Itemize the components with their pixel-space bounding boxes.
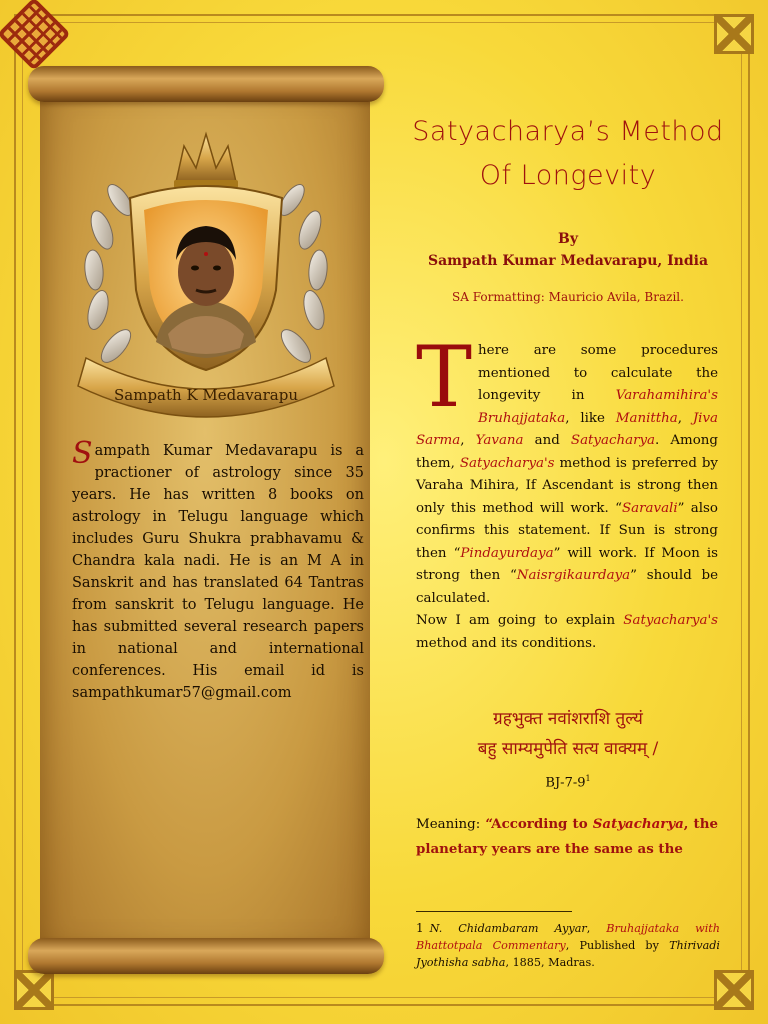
term-pindayurdaya: Pindayurdaya [460, 545, 554, 561]
corner-ornament-icon [714, 14, 754, 54]
title-line-1: Satyacharya’s Method [412, 116, 724, 147]
meaning-text: , the planetary years are the same as the [416, 816, 718, 857]
text: , Published by [565, 939, 670, 952]
text: . Among them, [416, 433, 719, 471]
term-manittha: Manittha [615, 410, 678, 426]
term-varahamihira: Varahamihira's Bruhajjataka [478, 388, 718, 426]
byline [396, 228, 740, 272]
bio-text: ampath Kumar Medavarapu is a practioner of astrology since 35 years. He has written 8 books on astrology in Telugu language which includes Guru Shukra prabhavamu & Chandra kala nadi. He is an M A in Sanskrit and has translated 64 Tantras from sanskrit to Telugu language. He has submitted several research papers in national and international conferences. His email id is sampathkumar57@gmail.com [72, 443, 364, 701]
text: , [586, 922, 607, 935]
footnote-publisher: Thirivadi Jyothisha sabha [416, 939, 720, 969]
article-title [396, 110, 740, 198]
dropcap: T [416, 328, 473, 426]
scroll-bottom-roll [28, 938, 384, 974]
verse-reference-text: BJ-7-9 [545, 775, 586, 791]
term-satyacharya: Satyacharya [570, 433, 656, 448]
footnote-divider [416, 911, 572, 912]
byline-author: Sampath Kumar Medavarapu, India [427, 253, 709, 269]
scroll-top-roll [28, 66, 384, 102]
meaning [416, 812, 718, 862]
article-body [416, 328, 719, 655]
byline-by: By [558, 231, 578, 247]
text: , like [565, 410, 616, 426]
term-jiva-sarma: Jiva Sarma [416, 410, 719, 448]
term-satyacharyas: Satyacharya's [623, 613, 718, 628]
term-satyacharyas: Satyacharya's [459, 455, 555, 471]
text: ” will work. If Moon is strong then “ [416, 545, 719, 583]
verse-line-2: बहु साम्यमुपेति सत्य वाक्यम् / [477, 739, 659, 759]
text: , [460, 433, 476, 448]
banner-name: Sampath K Medavarapu [114, 386, 298, 404]
term-saravali: Saravali [621, 500, 678, 516]
meaning-label: Meaning: [416, 817, 481, 832]
text: and [523, 433, 571, 448]
footnote-book: Bruhajjataka with Bhattotpala Commentary [416, 922, 720, 952]
text: Now I am going to explain [416, 613, 624, 628]
term-yavana: Yavana [475, 433, 524, 448]
title-line-2: Of Longevity [479, 160, 657, 191]
sanskrit-verse [400, 704, 736, 764]
text: method is preferred by Varaha Mihira, If Ascendant is strong then only this method will work. “ [416, 455, 719, 516]
author-bio [72, 436, 364, 704]
footnote-marker: 1 [585, 774, 591, 783]
footnote [416, 920, 720, 971]
text: , [677, 410, 693, 426]
crown-icon [174, 134, 238, 188]
text: here are some procedures mentioned to calculate the longevity in [478, 343, 718, 403]
text: ” also confirms this statement. If Sun is strong then “ [416, 500, 718, 561]
author-emblem [72, 120, 340, 420]
corner-ornament-icon [14, 970, 54, 1010]
meaning-text: “According to [480, 816, 593, 832]
term-naisrgikaurdaya: Naisrgikaurdaya [516, 568, 631, 583]
corner-ornament-icon [714, 970, 754, 1010]
text: , 1885, Madras. [505, 956, 595, 969]
verse-reference [400, 774, 736, 790]
verse-line-1: ग्रहभुक्त नवांशराशि तुल्यं [493, 709, 643, 729]
footnote-number: 1 [416, 921, 424, 935]
formatting-credit: SA Formatting: Mauricio Avila, Brazil. [452, 290, 684, 304]
text: method and its conditions. [416, 635, 597, 651]
text: ” should be calculated. [416, 568, 718, 606]
footnote-author: N. Chidambaram Ayyar [429, 922, 587, 935]
term-satyacharya: Satyacharya [592, 816, 684, 832]
bio-initial: S [72, 436, 93, 471]
